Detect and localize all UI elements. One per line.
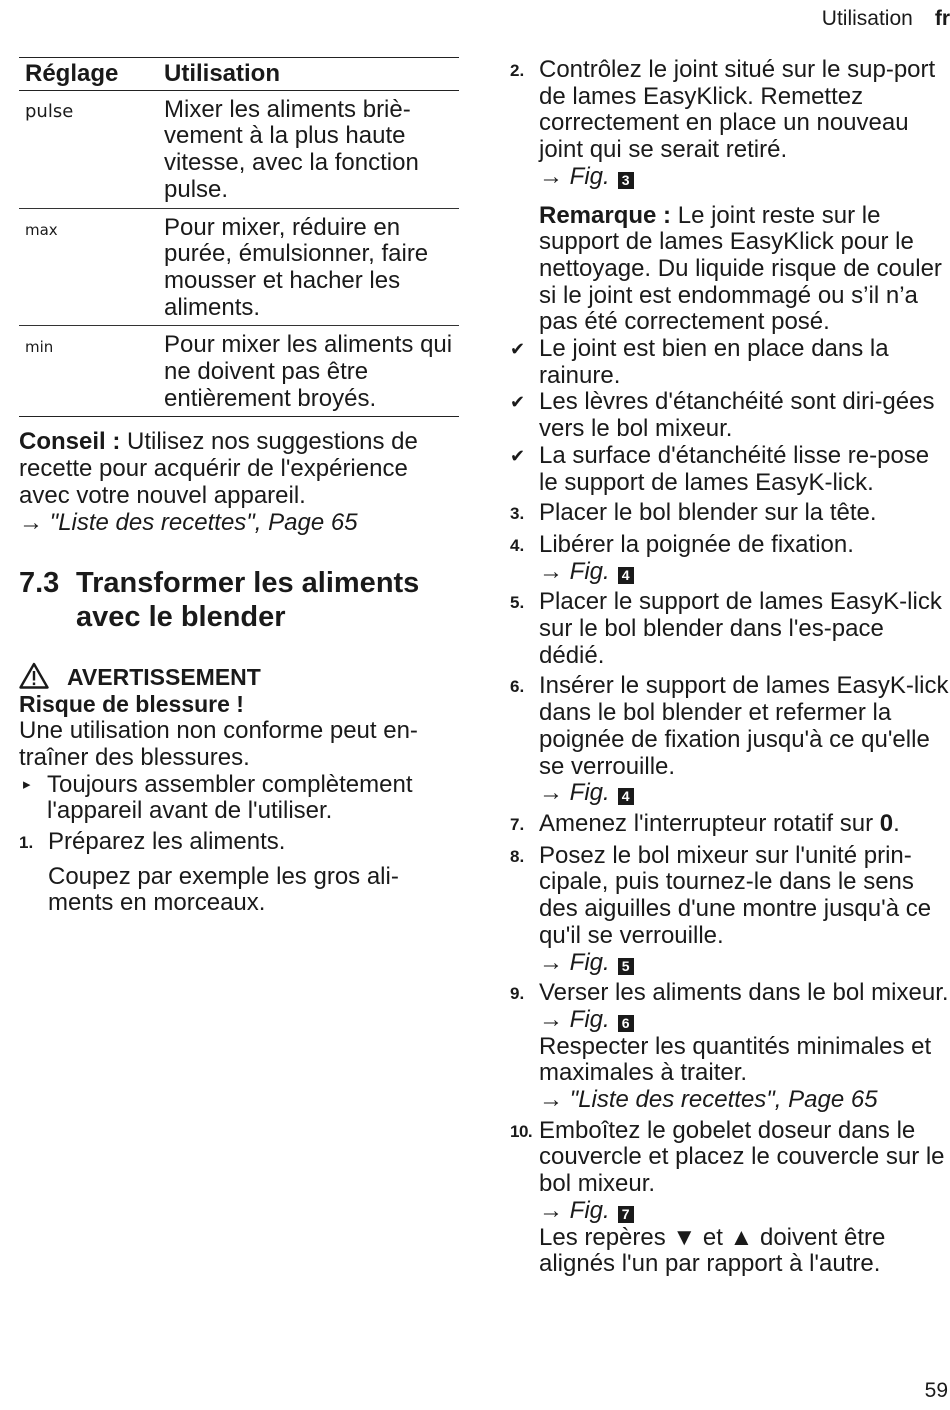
check-icon: ✔ bbox=[510, 339, 526, 360]
check-text: La surface d'étanchéité lisse re-pose le support de lames EasyK-lick. bbox=[539, 441, 930, 496]
step-text: Amenez l'interrupteur rotatif sur bbox=[539, 809, 880, 837]
header-language: fr bbox=[934, 7, 950, 30]
steps-list-left bbox=[19, 829, 459, 917]
section-heading bbox=[19, 566, 459, 634]
step-text: Placer le support de lames EasyK-lick sur le bol blender dans l'es-pace dédié. bbox=[539, 588, 942, 669]
step-number: 6. bbox=[510, 677, 525, 697]
step-text: Contrôlez le joint situé sur le sup-port de lames EasyKlick. Remettez correctement en place un nouveau joint qui se serait retiré. bbox=[539, 56, 936, 164]
figure-reference[interactable]: → Fig. 6 bbox=[539, 1007, 950, 1034]
step-body bbox=[48, 829, 459, 917]
mode-label: max bbox=[25, 220, 58, 239]
check-text: Les lèvres d'étanchéité sont diri-gées vers le bol mixeur. bbox=[539, 388, 935, 443]
section-title: Transformer les aliments avec le blender bbox=[76, 567, 420, 634]
triangle-up-icon: ▲ bbox=[729, 1223, 754, 1251]
figure-reference[interactable]: → Fig. 7 bbox=[539, 1198, 950, 1225]
check-item bbox=[510, 336, 950, 389]
usage-cell: Pour mixer, réduire en purée, émulsionner, faire mousser et hacher les aliments. bbox=[164, 208, 459, 326]
step-extra: Respecter les quantités minimales et maximales à traiter. bbox=[539, 1032, 932, 1087]
warning-subtitle: Risque de blessure ! bbox=[19, 691, 244, 718]
step-body bbox=[539, 1118, 950, 1278]
step-item bbox=[510, 500, 950, 528]
tip-block bbox=[19, 429, 459, 536]
check-icon: ✔ bbox=[510, 392, 526, 413]
recipe-list-link[interactable]: → "Liste des recettes", Page 65 bbox=[539, 1086, 878, 1114]
steps-list-right-cont bbox=[510, 500, 950, 1278]
figure-number-badge: 4 bbox=[618, 567, 634, 584]
step-item bbox=[510, 532, 950, 585]
figure-reference[interactable]: → Fig. 5 bbox=[539, 950, 950, 977]
table-header-setting: Réglage bbox=[19, 58, 164, 91]
step-item bbox=[510, 589, 950, 669]
step-item bbox=[510, 811, 950, 839]
step-body bbox=[539, 532, 950, 585]
page-number: 59 bbox=[924, 1379, 948, 1402]
step-body bbox=[539, 980, 950, 1114]
switch-position-value: 0 bbox=[879, 809, 894, 837]
steps-list-right bbox=[510, 57, 950, 191]
figure-number-badge: 4 bbox=[618, 788, 634, 805]
bullet-text: Toujours assembler complètement l'appareil avant de l'utiliser. bbox=[47, 770, 413, 825]
step-number: 7. bbox=[510, 814, 525, 834]
triangle-down-icon: ▼ bbox=[672, 1223, 697, 1251]
check-item bbox=[510, 389, 950, 442]
tip-label: Conseil : bbox=[19, 428, 121, 456]
check-list bbox=[510, 336, 950, 496]
step-body bbox=[539, 811, 950, 839]
step-number: 2. bbox=[510, 61, 525, 80]
usage-cell: Mixer les aliments briè-vement à la plus haute vitesse, avec la fonction pulse. bbox=[164, 90, 459, 208]
table-header-usage: Utilisation bbox=[164, 58, 459, 91]
step-number: 9. bbox=[510, 984, 525, 1004]
table-header-row bbox=[19, 58, 459, 91]
figure-number-badge: 6 bbox=[618, 1015, 634, 1032]
step-text: Placer le bol blender sur la tête. bbox=[539, 499, 877, 527]
step-text: Insérer le support de lames EasyK-lick dans le bol blender et refermer la poignée de fixation jusqu'à ce qu'elle se verrouille. bbox=[539, 672, 949, 780]
figure-reference[interactable]: → Fig. 4 bbox=[539, 780, 950, 807]
step-body bbox=[539, 57, 950, 191]
figure-number-badge: 3 bbox=[618, 172, 634, 189]
step-item bbox=[510, 980, 950, 1114]
mode-cell bbox=[19, 90, 164, 208]
table-row bbox=[19, 208, 459, 326]
step-item bbox=[19, 829, 459, 917]
settings-table bbox=[19, 57, 459, 417]
step-text: Libérer la poignée de fixation. bbox=[539, 530, 854, 558]
running-header bbox=[822, 6, 950, 32]
recipe-list-link[interactable]: → "Liste des recettes", Page 65 bbox=[19, 508, 358, 536]
step-body bbox=[539, 843, 950, 977]
step-item bbox=[510, 673, 950, 807]
step-text: Emboîtez le gobelet doseur dans le couvercle et placez le couvercle sur le bol mixeur. bbox=[539, 1116, 945, 1198]
figure-number-badge: 5 bbox=[618, 958, 634, 975]
step-number: 1. bbox=[19, 833, 34, 853]
step-number: 3. bbox=[510, 504, 525, 524]
note-block bbox=[539, 203, 950, 337]
step-text: Préparez les aliments. bbox=[48, 828, 286, 856]
check-item bbox=[510, 443, 950, 496]
step-detail: Coupez par exemple les gros ali-ments en morceaux. bbox=[48, 862, 399, 917]
figure-number-badge: 7 bbox=[618, 1206, 634, 1223]
step-item bbox=[510, 843, 950, 977]
step-text: Posez le bol mixeur sur l'unité prin-cipale, puis tournez-le dans le sens des aiguilles d'une montre jusqu'à ce qu'il se verrouille. bbox=[539, 841, 932, 949]
step-number: 8. bbox=[510, 846, 525, 866]
usage-cell: Pour mixer les aliments qui ne doivent pas être entièrement broyés. bbox=[164, 331, 453, 412]
step-text: Verser les aliments dans le bol mixeur. bbox=[539, 979, 949, 1007]
bullet-marker: ▸ bbox=[23, 775, 31, 793]
step-number: 4. bbox=[510, 535, 525, 555]
warning-text: Une utilisation non conforme peut en-traîner des blessures. bbox=[19, 717, 418, 771]
mode-cell bbox=[19, 208, 164, 326]
step-number: 10. bbox=[510, 1121, 533, 1141]
table-row bbox=[19, 90, 459, 208]
step-number: 5. bbox=[510, 593, 525, 613]
step-text-end: . bbox=[893, 809, 900, 837]
warning-title: AVERTISSEMENT bbox=[67, 664, 261, 691]
check-icon: ✔ bbox=[510, 445, 526, 466]
alignment-note: Les repères ▼ et ▲ doivent être alignés l'un par rapport à l'autre. bbox=[539, 1223, 886, 1278]
table-row bbox=[19, 326, 459, 417]
note-text: Le joint reste sur le support de lames EasyKlick pour le nettoyage. Du liquide risque de couler si le joint est endommagé ou s’il n’a pas été correctement posé. bbox=[539, 201, 942, 336]
mode-label: min bbox=[25, 338, 54, 357]
section-number: 7.3 bbox=[19, 567, 60, 600]
warning-heading bbox=[19, 662, 459, 691]
mode-cell bbox=[19, 326, 164, 417]
figure-reference[interactable]: → Fig. 3 bbox=[539, 164, 950, 191]
note-label: Remarque : bbox=[539, 201, 672, 229]
check-text: Le joint est bien en place dans la rainure. bbox=[539, 335, 889, 389]
step-item bbox=[510, 57, 950, 191]
tip-text: Utilisez nos suggestions de recette pour acquérir de l'expérience avec votre nouvel appareil. bbox=[19, 428, 418, 509]
right-column bbox=[510, 57, 950, 1278]
warning-triangle-icon bbox=[19, 662, 49, 689]
figure-reference[interactable]: → Fig. 4 bbox=[539, 559, 950, 586]
mode-label: pulse bbox=[25, 100, 74, 122]
left-column bbox=[19, 57, 459, 917]
step-body bbox=[539, 673, 950, 807]
step-item bbox=[510, 1118, 950, 1278]
header-section: Utilisation bbox=[821, 7, 913, 30]
warning-bullet bbox=[19, 772, 459, 825]
warning-block bbox=[19, 662, 459, 825]
